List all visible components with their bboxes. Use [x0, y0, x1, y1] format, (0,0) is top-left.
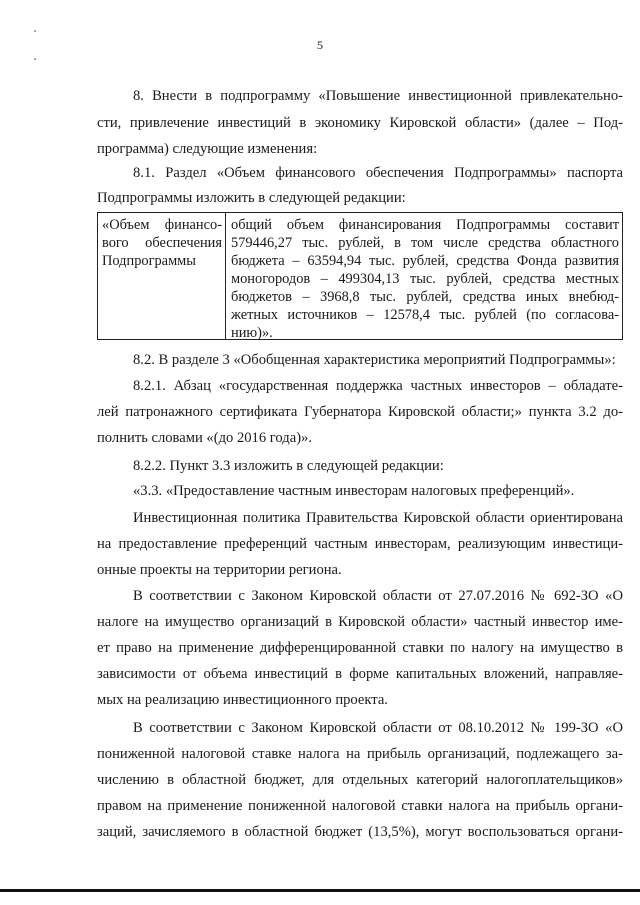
- item8-line-1: 8. Внести в подпрограмму «Повышение инвестиционной привлекательно-: [133, 88, 623, 104]
- scan-speck: [34, 30, 36, 32]
- item8-line-3: программа) следующие изменения:: [97, 141, 318, 157]
- para2-line-1: В соответствии с Законом Кировской области от 27.07.2016 № 692-ЗО «О: [133, 588, 623, 604]
- para1-line-3: онные проекты на территории региона.: [97, 562, 342, 578]
- para3-line-5: заций, зачисляемого в областной бюджет (13,5%), могут воспользоваться органи-: [97, 824, 623, 840]
- item8-2-1-line-3: полнить словами «(до 2016 года)».: [97, 430, 312, 446]
- table-right-line-6: жетных источников – 12578,4 тыс. рублей (по согласова-: [231, 307, 619, 323]
- item8-2: 8.2. В разделе 3 «Обобщенная характеристика мероприятий Подпрограммы»:: [133, 352, 616, 368]
- para2-line-3: ет право на применение дифференцированной ставки по налогу на имущество в: [97, 640, 623, 656]
- table-right-line-7: нию)».: [231, 325, 273, 341]
- table-right-line-5: бюджетов – 3968,8 тыс. рублей, средства иных внебюд-: [231, 289, 619, 305]
- para1-line-2: на предоставление преференций частным инвесторам, реализующим инвестици-: [97, 536, 623, 552]
- para3-line-3: числению в областной бюджет, для отдельных категорий налогоплательщиков»: [97, 772, 623, 788]
- item8-line-2: сти, привлечение инвестиций в экономику Кировской области» (далее – Под-: [97, 115, 623, 131]
- table-divider: [225, 213, 226, 339]
- para3-line-4: правом на применение пониженной налоговой ставки налога на прибыль органи-: [97, 798, 623, 814]
- table-right-line-4: моногородов – 499304,13 тыс. рублей, средства местных: [231, 271, 619, 287]
- table-left-line-2: вого обеспечения: [102, 235, 222, 251]
- item8-2-1-line-2: лей патронажного сертификата Губернатора Кировской области;» пункта 3.2 до-: [97, 404, 623, 420]
- page-number: 5: [317, 38, 323, 52]
- para2-line-5: мых на реализацию инвестиционного проекта.: [97, 692, 388, 708]
- financing-table: [97, 212, 623, 340]
- scan-speck: [34, 58, 36, 60]
- table-right-line-1: общий объем финансирования Подпрограммы составит: [231, 217, 619, 233]
- para1-line-1: Инвестиционная политика Правительства Кировской области ориентирована: [133, 510, 623, 526]
- table-left-line-1: «Объем финансо-: [102, 217, 222, 233]
- para2-line-4: зависимости от объема инвестиций в форме капитальных вложений, направляе-: [97, 666, 623, 682]
- scan-bottom-edge: [0, 889, 640, 892]
- para3-line-2: пониженной налоговой ставке налога на прибыль организаций, подлежащего за-: [97, 746, 623, 762]
- item8-2-1-line-1: 8.2.1. Абзац «государственная поддержка частных инвесторов – обладате-: [133, 378, 623, 394]
- table-right-line-2: 579446,27 тыс. рублей, в том числе средства областного: [231, 235, 619, 251]
- table-right-line-3: бюджета – 63594,94 тыс. рублей, средства Фонда развития: [231, 253, 619, 269]
- item8-1-line-1: 8.1. Раздел «Объем финансового обеспечения Подпрограммы» паспорта: [133, 165, 623, 181]
- item3-3-heading: «3.3. «Предоставление частным инвесторам налоговых преференций».: [133, 483, 575, 499]
- item8-1-line-2: Подпрограммы изложить в следующей редакции:: [97, 190, 406, 206]
- item8-2-2: 8.2.2. Пункт 3.3 изложить в следующей редакции:: [133, 458, 444, 474]
- para3-line-1: В соответствии с Законом Кировской области от 08.10.2012 № 199-ЗО «О: [133, 720, 623, 736]
- para2-line-2: налоге на имущество организаций в Кировской области» частный инвестор име-: [97, 614, 623, 630]
- table-left-line-3: Подпрограммы: [102, 253, 196, 269]
